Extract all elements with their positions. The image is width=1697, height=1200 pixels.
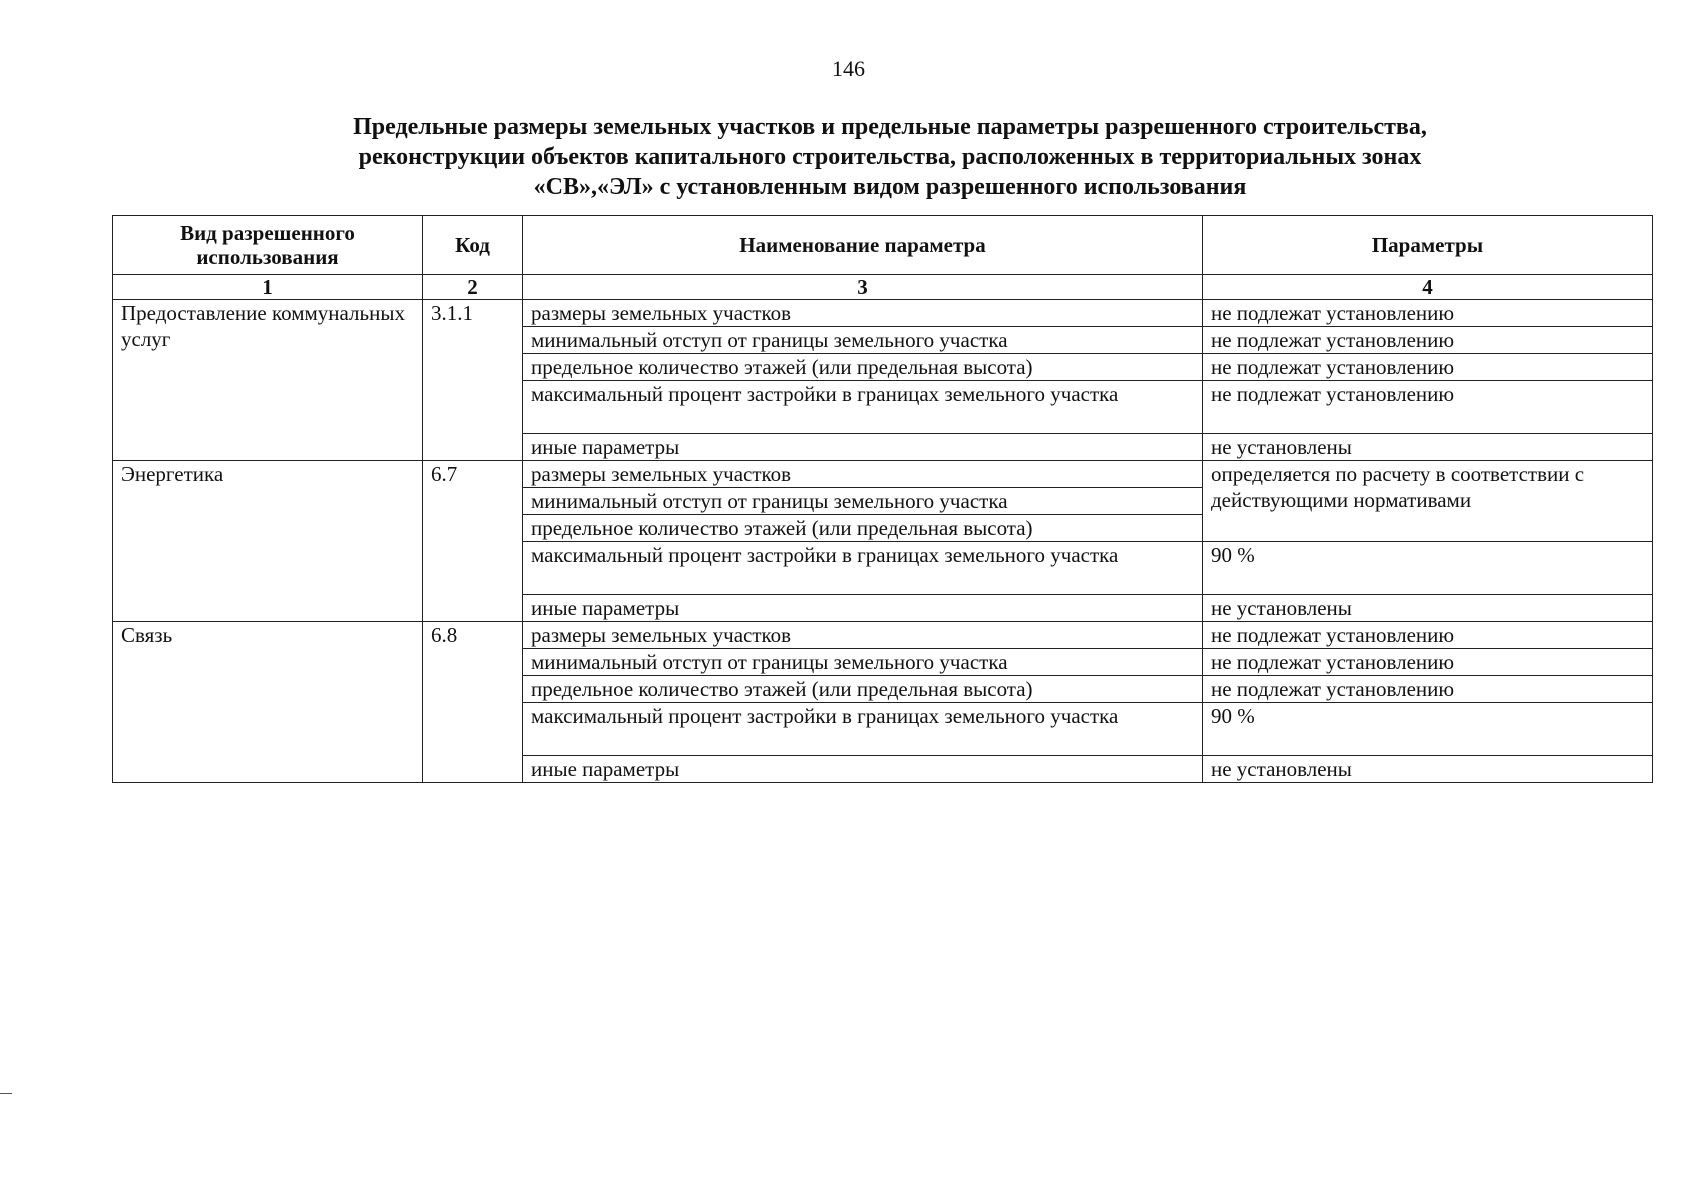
header-param-name: Наименование параметра	[523, 216, 1203, 275]
param-value-cell: не подлежат установлению	[1203, 622, 1653, 649]
param-name-cell: предельное количество этажей (или предельная высота)	[523, 676, 1203, 703]
param-name-cell: максимальный процент застройки в границах земельного участка	[523, 542, 1203, 595]
title-line: Предельные размеры земельных участков и предельные параметры разрешенного строительства,	[353, 114, 1427, 140]
param-name-cell: максимальный процент застройки в границах земельного участка	[523, 381, 1203, 434]
param-name-cell: минимальный отступ от границы земельного участка	[523, 327, 1203, 354]
code-cell: 3.1.1	[423, 300, 523, 461]
param-name-cell: предельное количество этажей (или предельная высота)	[523, 354, 1203, 381]
param-value-cell: 90 %	[1203, 703, 1653, 756]
title-line: «СВ»,«ЭЛ» с установленным видом разрешенного использования	[533, 174, 1247, 200]
header-code: Код	[423, 216, 523, 275]
margin-mark	[0, 1093, 12, 1094]
table-header-row	[113, 216, 1653, 275]
column-number: 3	[523, 275, 1203, 300]
use-cell: Энергетика	[113, 461, 423, 622]
param-value-cell: не установлены	[1203, 434, 1653, 461]
column-number-row	[113, 275, 1653, 300]
param-name-cell: иные параметры	[523, 434, 1203, 461]
page-number: 146	[832, 56, 865, 81]
param-name-cell: максимальный процент застройки в границах земельного участка	[523, 703, 1203, 756]
header-use: Вид разрешенного использования	[113, 216, 423, 275]
param-value-cell: не подлежат установлению	[1203, 354, 1653, 381]
column-number: 4	[1203, 275, 1653, 300]
param-name-cell: размеры земельных участков	[523, 622, 1203, 649]
param-name-cell: иные параметры	[523, 756, 1203, 783]
table-row	[113, 622, 1653, 649]
param-value-cell: не установлены	[1203, 756, 1653, 783]
param-name-cell: размеры земельных участков	[523, 300, 1203, 327]
param-name-cell: иные параметры	[523, 595, 1203, 622]
code-cell: 6.7	[423, 461, 523, 622]
param-value-cell: определяется по расчету в соответствии с действующими нормативами	[1203, 461, 1653, 542]
title-line: реконструкции объектов капитального строительства, расположенных в территориальных зонах	[358, 144, 1422, 170]
param-value-cell: не подлежат установлению	[1203, 300, 1653, 327]
use-cell: Предоставление коммунальных услуг	[113, 300, 423, 461]
column-number: 2	[423, 275, 523, 300]
param-value-cell: не подлежат установлению	[1203, 676, 1653, 703]
table-row	[113, 300, 1653, 327]
param-value-cell: не установлены	[1203, 595, 1653, 622]
document-title	[190, 112, 1590, 202]
param-value-cell: не подлежат установлению	[1203, 327, 1653, 354]
param-name-cell: предельное количество этажей (или предельная высота)	[523, 515, 1203, 542]
param-name-cell: размеры земельных участков	[523, 461, 1203, 488]
column-number: 1	[113, 275, 423, 300]
use-cell: Связь	[113, 622, 423, 783]
param-name-cell: минимальный отступ от границы земельного участка	[523, 488, 1203, 515]
param-value-cell: не подлежат установлению	[1203, 381, 1653, 434]
parameters-table	[112, 215, 1653, 783]
param-value-cell: 90 %	[1203, 542, 1653, 595]
param-name-cell: минимальный отступ от границы земельного участка	[523, 649, 1203, 676]
param-value-cell: не подлежат установлению	[1203, 649, 1653, 676]
table-row	[113, 461, 1653, 488]
code-cell: 6.8	[423, 622, 523, 783]
header-param-value: Параметры	[1203, 216, 1653, 275]
